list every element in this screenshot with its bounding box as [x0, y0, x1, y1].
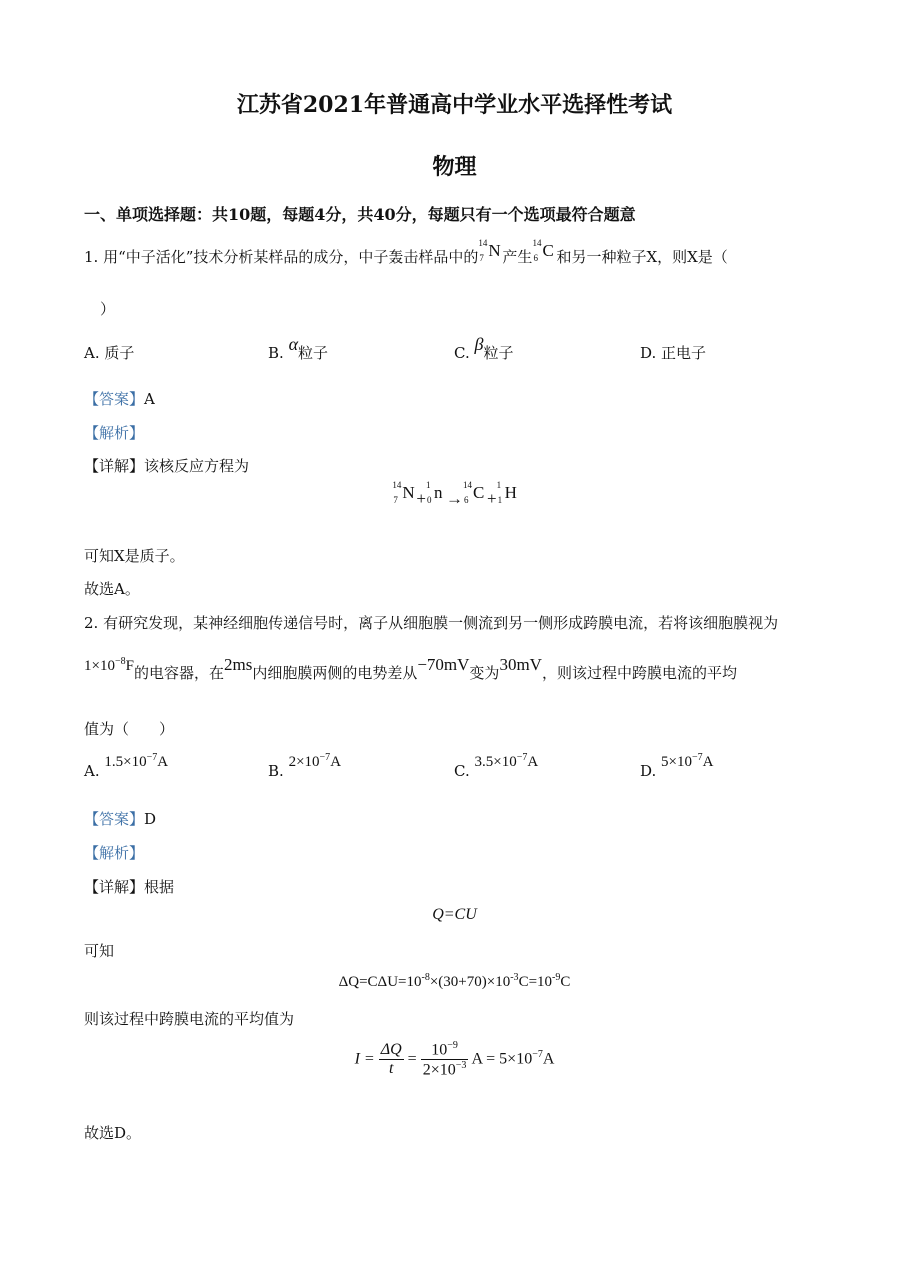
detail-text: 该核反应方程为	[144, 457, 250, 475]
alpha-symbol: α	[288, 334, 299, 354]
reaction-arrow: →	[446, 489, 463, 508]
proton	[496, 480, 517, 508]
mass-number: 14	[478, 238, 488, 248]
mass-number: 14	[392, 480, 402, 490]
q1-option-d[interactable]	[640, 342, 706, 363]
element-symbol: N	[488, 241, 501, 260]
voltage-initial: −70mV	[417, 655, 470, 674]
value-base: 3.5×10	[474, 754, 517, 770]
option-label: C.	[454, 344, 470, 362]
eq-exponent: -8	[421, 972, 430, 983]
element-symbol: n	[434, 483, 443, 502]
q1-option-c[interactable]	[454, 334, 514, 363]
q1-conclusion: 可知X是质子。	[84, 547, 185, 565]
q1-nuclear-equation	[0, 480, 909, 509]
option-value	[289, 754, 341, 770]
option-label: A. 质子	[84, 344, 135, 362]
fraction-denominator: t	[388, 1060, 394, 1078]
atomic-number: 7	[393, 495, 398, 505]
option-label: D. 正电子	[640, 344, 707, 362]
atomic-number: 1	[497, 495, 503, 505]
value-base: 5×10	[661, 754, 693, 770]
equals-sign: =	[407, 1050, 417, 1068]
atomic-number: 0	[427, 495, 432, 505]
exam-title: 江苏省2021年普通高中学业水平选择性考试	[236, 92, 673, 118]
option-suffix: 粒子	[298, 344, 329, 362]
eq-part: ΔQ=CΔU=10	[338, 974, 422, 990]
nuclide-c14	[532, 238, 556, 266]
capacitance-value	[84, 658, 134, 674]
element-symbol: C	[473, 483, 485, 502]
q1-choose: 故选A。	[84, 580, 140, 598]
q2-stem-line1: 2. 有研究发现，某神经细胞传递信号时，离子从细胞膜一侧流到另一侧形成跨膜电流，若将该细胞膜视为	[84, 614, 779, 632]
q1-stem-c: 和另一种粒子X，则X是（	[556, 248, 728, 266]
element-symbol: C	[542, 241, 554, 260]
den-base: 2×10	[422, 1061, 456, 1079]
fraction-numerator: ΔQ	[380, 1041, 402, 1059]
fraction-values	[421, 1040, 469, 1080]
q1-stem-a: 1. 用“中子活化”技术分析某样品的成分，中子轰击样品中的	[84, 248, 479, 266]
option-letter: C.	[454, 762, 470, 780]
subject-title: 物理	[432, 154, 477, 180]
cap-exponent: −8	[114, 656, 126, 667]
section-heading: 一、单项选择题：共10题，每题4分，共40分，每题只有一个选项最符合题意	[84, 205, 636, 224]
atomic-number: 6	[464, 495, 469, 505]
q2-answer	[84, 808, 156, 829]
q2-current-equation	[0, 1040, 909, 1080]
fraction-dq-t	[379, 1041, 404, 1078]
q2-know: 可知	[84, 942, 115, 960]
q1-option-a[interactable]	[84, 342, 134, 363]
plus-sign: +	[416, 489, 426, 508]
q2-text: 内细胞膜两侧的电势差从	[252, 664, 418, 682]
option-value	[661, 754, 713, 770]
q2-average-text: 则该过程中跨膜电流的平均值为	[84, 1010, 295, 1028]
eq-exponent: -9	[552, 972, 561, 983]
q2-analysis-tag: 【解析】	[84, 844, 145, 862]
eq-result: A = 5×10	[471, 1050, 533, 1068]
value-exponent: −7	[692, 752, 703, 763]
eq-part: ×(30+70)×10	[429, 974, 511, 990]
answer-value: A	[144, 390, 155, 408]
eq-part: C=10	[518, 974, 553, 990]
mass-number: 14	[463, 480, 472, 490]
option-value	[104, 754, 168, 770]
q2-text: 的电容器，在	[133, 664, 224, 682]
detail-text: 根据	[144, 878, 175, 896]
fraction-denominator	[421, 1060, 469, 1079]
neutron	[426, 480, 446, 508]
q1-answer	[84, 388, 155, 409]
mass-number: 14	[532, 238, 542, 248]
value-base: 2×10	[288, 754, 320, 770]
value-unit: A	[527, 754, 539, 770]
num-exponent: −9	[447, 1040, 458, 1051]
q1-option-b[interactable]	[268, 334, 329, 363]
option-letter: B.	[268, 762, 284, 780]
q2-charge-equation	[0, 972, 909, 991]
q1-stem-close: ）	[100, 300, 116, 318]
num-base: 10	[431, 1041, 448, 1059]
q2-detail	[84, 876, 174, 897]
cap-base: 1×10	[84, 658, 115, 674]
atomic-number: 7	[479, 253, 484, 263]
q2-text: ，则该过程中跨膜电流的平均	[541, 664, 737, 682]
voltage-final: 30mV	[499, 655, 542, 674]
answer-value: D	[144, 810, 157, 828]
option-label: B.	[268, 344, 284, 362]
option-letter: D.	[640, 762, 657, 780]
mass-number: 1	[426, 480, 431, 490]
den-exponent: −3	[455, 1060, 467, 1072]
value-unit: A	[157, 754, 169, 770]
answer-tag: 【答案】	[84, 810, 145, 828]
fraction-numerator	[421, 1040, 469, 1060]
q2-option-a[interactable]	[84, 752, 169, 781]
q1-stem-b: 产生	[502, 248, 533, 266]
nuclide-n14	[392, 480, 416, 508]
detail-tag: 【详解】	[84, 457, 145, 475]
value-unit: A	[702, 754, 714, 770]
option-letter: A.	[84, 762, 100, 780]
eq-lhs: I =	[354, 1050, 375, 1068]
value-unit: A	[330, 754, 342, 770]
mass-number: 1	[496, 480, 502, 490]
result-exponent: −7	[532, 1049, 543, 1061]
q1-stem	[84, 238, 728, 267]
eq-part: C	[560, 974, 571, 990]
beta-symbol: β	[474, 334, 484, 354]
answer-tag: 【答案】	[84, 390, 145, 408]
value-exponent: −7	[516, 752, 528, 763]
eq-exponent: -3	[510, 972, 519, 983]
option-suffix: 粒子	[483, 344, 514, 362]
atomic-number: 6	[533, 253, 538, 263]
q2-formula-qcu: Q=CU	[432, 906, 477, 923]
value-exponent: −7	[146, 752, 158, 763]
value-base: 1.5×10	[104, 754, 147, 770]
q2-choose: 故选D。	[84, 1124, 142, 1142]
nuclide-n14	[478, 238, 502, 266]
cap-unit: F	[125, 658, 134, 674]
result-unit: A	[542, 1050, 555, 1068]
q2-stem-line3: 值为（ ）	[84, 720, 175, 738]
nuclide-c14	[463, 480, 487, 508]
q2-option-d[interactable]	[640, 752, 714, 781]
element-symbol: H	[504, 483, 517, 502]
q1-detail	[84, 455, 249, 476]
option-value	[475, 754, 539, 770]
q2-text: 变为	[469, 664, 500, 682]
value-exponent: −7	[319, 752, 331, 763]
detail-tag: 【详解】	[84, 878, 145, 896]
element-symbol: N	[402, 483, 415, 502]
q2-option-b[interactable]	[268, 752, 342, 781]
q2-stem-line2	[84, 655, 737, 683]
plus-sign: +	[487, 489, 497, 508]
q2-option-c[interactable]	[454, 752, 539, 781]
q1-analysis-tag: 【解析】	[84, 424, 145, 442]
time-value: 2ms	[223, 655, 253, 674]
